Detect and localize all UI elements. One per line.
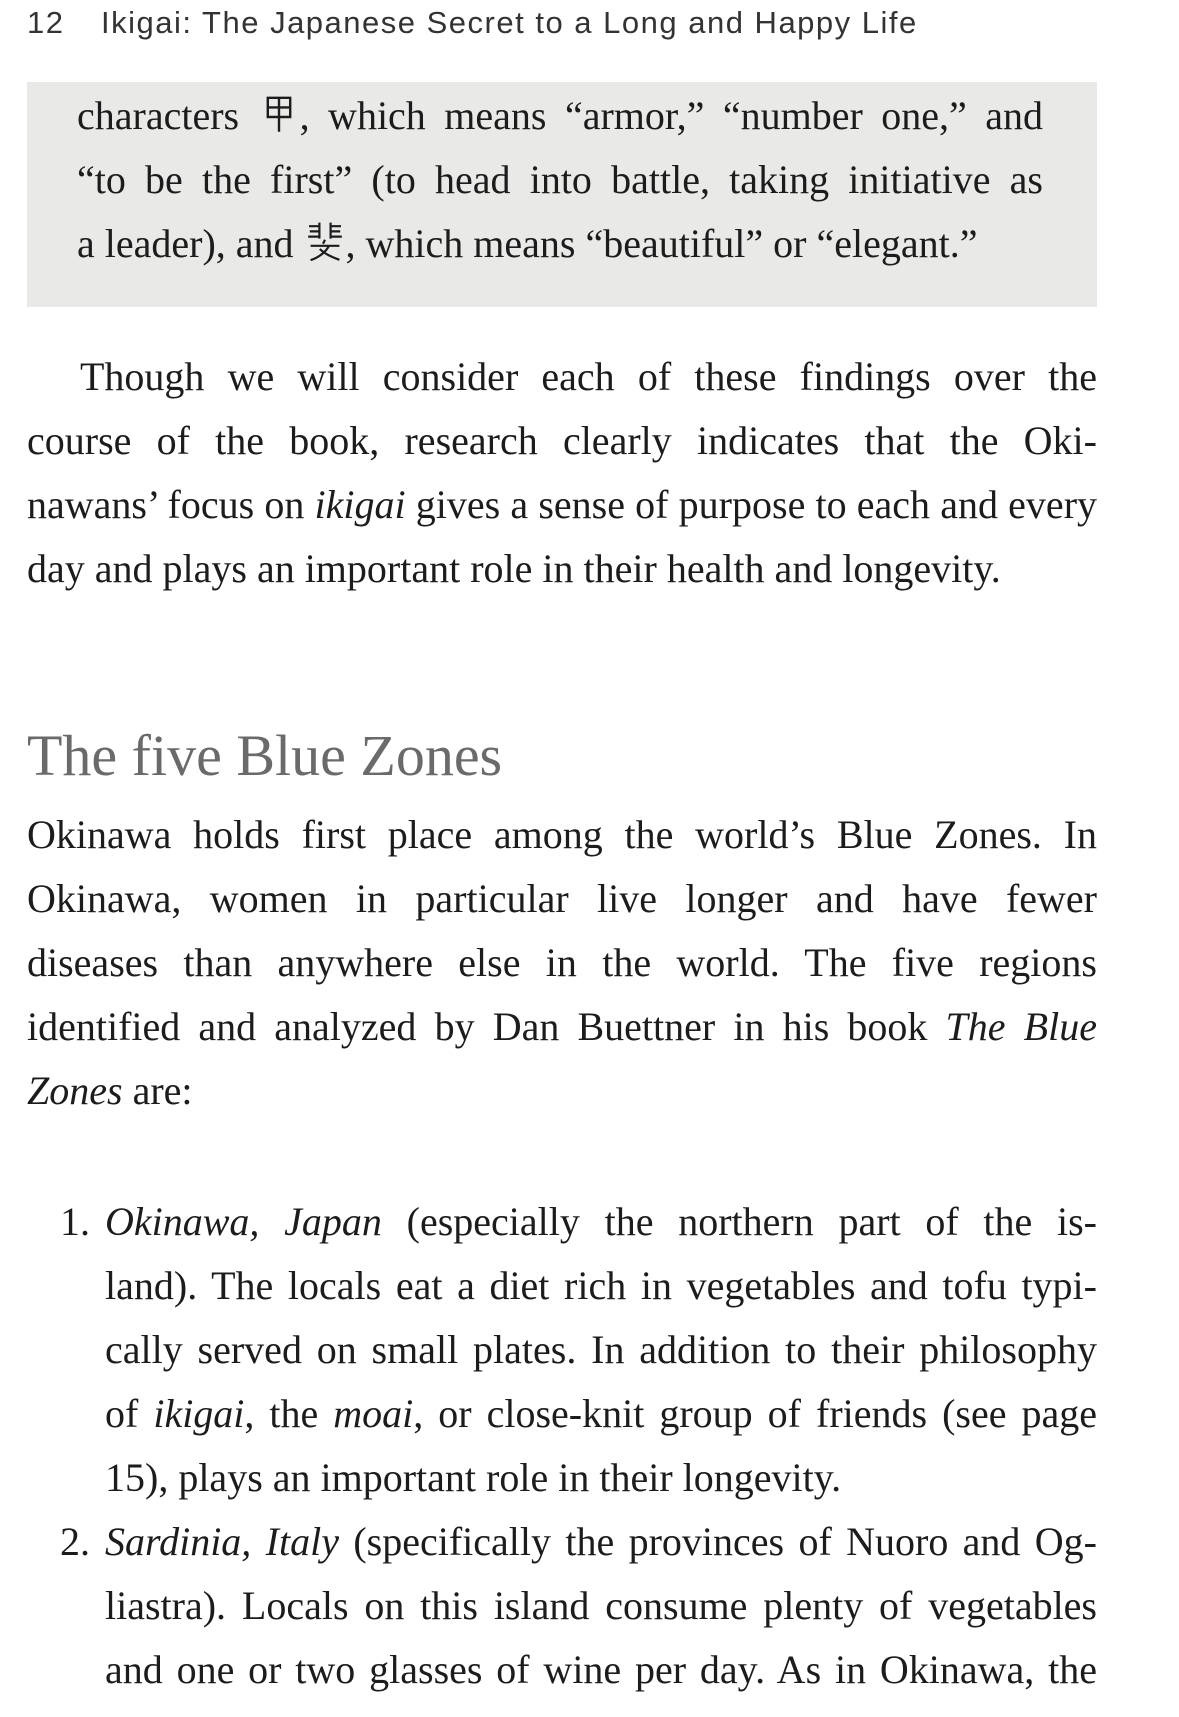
text-line: characters , which means “armor,” “number one,” and	[77, 93, 1044, 138]
text-line: Okinawa, Japan (especially the northern part of the is-	[105, 1199, 1097, 1244]
text-line: liastra). Locals on this island consume plenty of vegetables	[105, 1583, 1097, 1628]
text-line: diseases than anywhere else in the world. The five regions	[27, 940, 1097, 985]
paragraph-findings	[27, 345, 1097, 601]
text-line: Okinawa, women in particular live longer and have fewer	[27, 876, 1097, 921]
text-line: “to be the first” (to head into battle, taking initiative as	[77, 157, 1043, 202]
text-line: Sardinia, Italy (specifically the provinces of Nuoro and Og-	[105, 1519, 1097, 1564]
text-line: 15), plays an important role in their longevity.	[105, 1455, 842, 1500]
text-line: course of the book, research clearly indicates that the Oki-	[27, 418, 1097, 463]
text-line: identified and analyzed by Dan Buettner in his book The Blue	[27, 1004, 1097, 1049]
text-line: a leader), and , which means “beautiful” or “elegant.”	[77, 221, 978, 266]
running-header-title: Ikigai: The Japanese Secret to a Long and Happy Life	[101, 5, 918, 40]
text-line: day and plays an important role in their health and longevity.	[27, 546, 1001, 591]
blue-zones-list	[27, 1190, 1097, 1702]
list-item	[60, 1510, 1097, 1702]
section-heading: The five Blue Zones	[27, 723, 503, 788]
page-header	[27, 5, 1097, 41]
text-line: Okinawa holds first place among the world’s Blue Zones. In	[27, 812, 1097, 857]
kanji-kou-glyph	[259, 93, 299, 133]
text-line: Though we will consider each of these findings over the	[80, 354, 1097, 399]
page-number: 12	[27, 5, 65, 40]
quote-box	[27, 82, 1097, 307]
list-marker: 1.	[60, 1199, 90, 1244]
list-marker: 2.	[60, 1519, 90, 1564]
paragraph-blue-zones-intro	[27, 803, 1097, 1123]
kanji-hi-glyph	[305, 221, 345, 261]
list-item	[60, 1190, 1097, 1510]
text-line: and one or two glasses of wine per day. As in Okinawa, the	[105, 1647, 1097, 1692]
text-line: Zones are:	[27, 1068, 193, 1113]
text-line: of ikigai, the moai, or close-knit group of friends (see page	[105, 1391, 1097, 1436]
text-line: land). The locals eat a diet rich in vegetables and tofu typi-	[105, 1263, 1097, 1308]
text-line: nawans’ focus on ikigai gives a sense of purpose to each and every	[27, 482, 1098, 527]
text-line: cally served on small plates. In addition to their philosophy	[105, 1327, 1097, 1372]
